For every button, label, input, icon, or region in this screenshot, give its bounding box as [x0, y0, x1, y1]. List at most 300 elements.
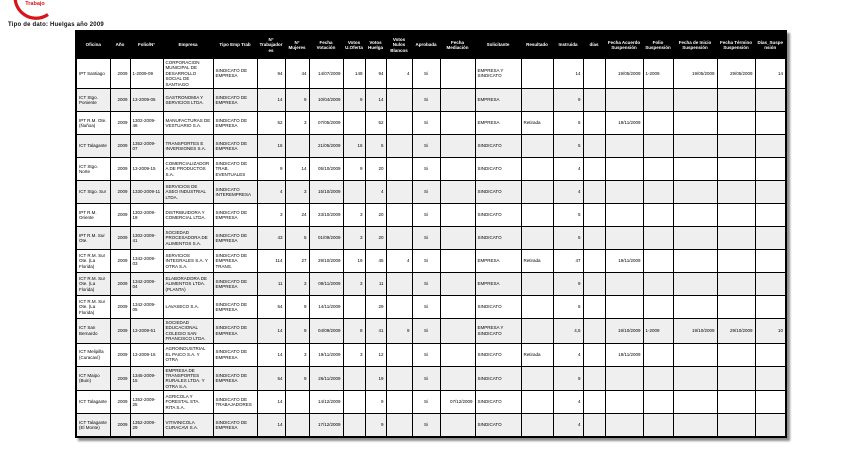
- table-cell: SINDICATO: [475, 226, 521, 249]
- table-cell: ICT Maipo (Buin): [76, 366, 110, 391]
- table-cell: 5: [553, 203, 583, 226]
- table-cell: ICT Stgo. Poniente: [76, 88, 110, 111]
- table-cell: 27: [285, 249, 309, 272]
- table-cell: [717, 180, 755, 203]
- table-cell: [755, 249, 786, 272]
- column-header: N° Mujeres: [285, 31, 309, 59]
- table-cell: [440, 414, 475, 438]
- table-cell: 52: [257, 111, 285, 134]
- table-cell: [386, 111, 412, 134]
- column-header: Días_Suspensión: [755, 31, 786, 59]
- table-cell: 1352-2009-29: [130, 414, 163, 438]
- table-cell: 16: [257, 134, 285, 157]
- table-cell: [643, 134, 673, 157]
- table-cell: ICT R.M. Sur Ote. (La Florida): [76, 295, 110, 318]
- column-header: Solicitante: [475, 31, 521, 59]
- table-cell: [386, 157, 412, 180]
- table-cell: 2009: [110, 203, 130, 226]
- table-cell: 1352-2009-25: [130, 391, 163, 414]
- column-header: Resultado: [521, 31, 553, 59]
- table-cell: 19/10/2009: [673, 318, 717, 343]
- table-cell: SERVICIOS DE ASEO INDUSTRIAL LTDA.: [163, 180, 213, 203]
- table-cell: [643, 295, 673, 318]
- table-cell: Si: [412, 157, 440, 180]
- table-cell: [343, 414, 365, 438]
- table-cell: [583, 203, 605, 226]
- table-cell: [386, 88, 412, 111]
- table-cell: 9: [365, 391, 386, 414]
- table-cell: DISTRIBUIDORA Y COMERCIAL LTDA.: [163, 203, 213, 226]
- table-cell: ICT R.M. Sur Ote. (La Florida): [76, 272, 110, 295]
- table-cell: [440, 203, 475, 226]
- table-cell: [605, 88, 643, 111]
- table-cell: [755, 414, 786, 438]
- table-cell: SINDICATO DE TRABAJADORES: [213, 391, 257, 414]
- table-cell: [755, 343, 786, 366]
- table-cell: 14: [755, 59, 786, 89]
- table-cell: 2009: [110, 111, 130, 134]
- table-cell: SINDICATO DE EMPRESA: [213, 295, 257, 318]
- table-cell: [673, 88, 717, 111]
- table-cell: 4: [257, 180, 285, 203]
- table-cell: SINDICATO DE EMPRESA: [213, 272, 257, 295]
- table-cell: 3: [285, 111, 309, 134]
- table-cell: 9: [553, 272, 583, 295]
- table-row: [76, 414, 786, 438]
- table-cell: 2009: [110, 226, 130, 249]
- table-row: [76, 249, 786, 272]
- table-cell: Si: [412, 226, 440, 249]
- table-cell: Si: [412, 343, 440, 366]
- table-cell: 1-2009-09: [130, 59, 163, 89]
- table-cell: [717, 366, 755, 391]
- table-cell: [643, 88, 673, 111]
- table-cell: 41: [365, 318, 386, 343]
- table-cell: 19/05/2009: [605, 59, 643, 89]
- column-header: Votos U.Oferta: [343, 31, 365, 59]
- table-cell: [755, 226, 786, 249]
- table-cell: 19/11/2009: [309, 343, 343, 366]
- table-row: [76, 59, 786, 89]
- table-cell: [605, 366, 643, 391]
- table-cell: IPT R.M. Oriente: [76, 203, 110, 226]
- table-cell: 2009: [110, 272, 130, 295]
- table-cell: SINDICATO DE EMPRESA: [213, 226, 257, 249]
- table-cell: 1352-2009-07: [130, 134, 163, 157]
- table-cell: 1342-2009-04: [130, 272, 163, 295]
- column-header: Folio Suspensión: [643, 31, 673, 59]
- column-header: Votos Nulos Blancos: [386, 31, 412, 59]
- table-cell: MANUFACTURAS DE VESTUARIO S.A.: [163, 111, 213, 134]
- table-cell: [583, 414, 605, 438]
- table-cell: 4: [553, 157, 583, 180]
- table-cell: [285, 391, 309, 414]
- table-cell: [717, 226, 755, 249]
- table-cell: SERVICIOS INTEGRALES S.A. Y OTRA S.A.: [163, 249, 213, 272]
- table-cell: [673, 343, 717, 366]
- table-cell: 54: [257, 366, 285, 391]
- table-cell: [386, 343, 412, 366]
- table-cell: [717, 88, 755, 111]
- table-cell: [755, 203, 786, 226]
- table-cell: 12: [365, 343, 386, 366]
- table-cell: [386, 391, 412, 414]
- table-cell: Retirada: [521, 249, 553, 272]
- table-cell: SINDICATO DE EMPRESA: [213, 134, 257, 157]
- table-cell: [521, 272, 553, 295]
- table-cell: 14: [285, 157, 309, 180]
- table-cell: 3: [343, 343, 365, 366]
- table-cell: [583, 88, 605, 111]
- table-cell: IPT R.M. Ote. (Ñuñoa): [76, 111, 110, 134]
- table-cell: ICT R.M. Sur Ote. (La Florida): [76, 249, 110, 272]
- table-cell: 13-2009-15: [130, 157, 163, 180]
- table-cell: SINDICATO DE EMPRESA: [213, 318, 257, 343]
- table-cell: 52: [365, 111, 386, 134]
- table-cell: [717, 343, 755, 366]
- table-cell: [583, 366, 605, 391]
- table-cell: [440, 366, 475, 391]
- table-cell: 2009: [110, 414, 130, 438]
- table-cell: [605, 295, 643, 318]
- table-cell: Si: [412, 249, 440, 272]
- table-cell: 09/11/2009: [309, 272, 343, 295]
- column-header: días: [583, 31, 605, 59]
- table-cell: [755, 134, 786, 157]
- table-cell: EMPRESA: [475, 272, 521, 295]
- table-cell: [440, 157, 475, 180]
- table-cell: [643, 272, 673, 295]
- table-cell: [285, 134, 309, 157]
- table-cell: [440, 272, 475, 295]
- table-cell: [343, 295, 365, 318]
- table-cell: SINDICATO DE TRAB. EVENTUALES: [213, 157, 257, 180]
- dt-logo: [10, 0, 60, 23]
- table-cell: [386, 366, 412, 391]
- table-cell: [440, 343, 475, 366]
- table-cell: [605, 180, 643, 203]
- table-cell: Si: [412, 391, 440, 414]
- table-cell: Retirada: [521, 343, 553, 366]
- table-cell: [673, 111, 717, 134]
- table-cell: 19/11/2009: [605, 343, 643, 366]
- table-cell: [673, 180, 717, 203]
- table-cell: 9: [285, 366, 309, 391]
- table-cell: [755, 88, 786, 111]
- table-cell: [440, 134, 475, 157]
- column-header: Instruida: [553, 31, 583, 59]
- table-cell: [605, 157, 643, 180]
- table-cell: [583, 157, 605, 180]
- column-header: Empresa: [163, 31, 213, 59]
- table-cell: [343, 391, 365, 414]
- table-row: [76, 88, 786, 111]
- table-row: [76, 111, 786, 134]
- table-cell: [717, 391, 755, 414]
- table-cell: SINDICATO DE EMPRESA: [213, 366, 257, 391]
- table-cell: [717, 295, 755, 318]
- table-cell: 16: [343, 134, 365, 157]
- table-cell: 20: [365, 226, 386, 249]
- table-cell: Si: [412, 318, 440, 343]
- table-cell: [673, 366, 717, 391]
- table-cell: 14: [257, 391, 285, 414]
- table-cell: 19/05/2009: [673, 59, 717, 89]
- table-cell: 1-2009: [643, 59, 673, 89]
- table-cell: 2009: [110, 180, 130, 203]
- dt-logo-icon: [10, 0, 60, 23]
- table-cell: 2009: [110, 295, 130, 318]
- table-cell: 29/10/2009: [717, 318, 755, 343]
- table-cell: [717, 157, 755, 180]
- table-cell: [583, 318, 605, 343]
- table-cell: [673, 249, 717, 272]
- table-cell: SOCIEDAD PROCESADORA DE ALIMENTOS S.A.: [163, 226, 213, 249]
- table-cell: [673, 134, 717, 157]
- table-cell: ICT Talagante (El Monte): [76, 414, 110, 438]
- table-cell: [521, 366, 553, 391]
- table-cell: 94: [365, 59, 386, 89]
- table-cell: 9: [285, 295, 309, 318]
- table-cell: SOCIEDAD EDUCACIONAL COLEGIO SAN FRANCISCO LTDA.: [163, 318, 213, 343]
- table-cell: [583, 343, 605, 366]
- table-cell: [643, 111, 673, 134]
- table-cell: 2009: [110, 249, 130, 272]
- table-cell: 07/05/2009: [309, 111, 343, 134]
- table-cell: 1-2009: [643, 318, 673, 343]
- table-cell: [755, 272, 786, 295]
- table-cell: SINDICATO DE EMPRESA: [213, 343, 257, 366]
- table-cell: 1302-2009-46: [130, 111, 163, 134]
- table-row: [76, 295, 786, 318]
- table-cell: 4: [553, 180, 583, 203]
- table-row: [76, 226, 786, 249]
- table-cell: [717, 134, 755, 157]
- table-cell: [440, 318, 475, 343]
- table-cell: 1342-2009-05: [130, 295, 163, 318]
- table-cell: [386, 226, 412, 249]
- table-cell: 2009: [110, 134, 130, 157]
- table-cell: 2009: [110, 343, 130, 366]
- table-cell: [755, 157, 786, 180]
- table-cell: 1342-2009-03: [130, 249, 163, 272]
- table-cell: EMPRESA: [475, 249, 521, 272]
- table-cell: Retirada: [521, 111, 553, 134]
- table-cell: [386, 272, 412, 295]
- table-cell: [521, 88, 553, 111]
- table-cell: [643, 157, 673, 180]
- table-row: [76, 366, 786, 391]
- table-cell: SINDICATO DE EMPRESA: [213, 111, 257, 134]
- table-cell: 3: [257, 203, 285, 226]
- table-cell: 9: [285, 88, 309, 111]
- table-cell: [521, 59, 553, 89]
- table-cell: 19: [365, 366, 386, 391]
- table-cell: 9: [553, 88, 583, 111]
- table-cell: [440, 180, 475, 203]
- table-cell: [440, 295, 475, 318]
- table-cell: SINDICATO DE EMPRESA: [213, 414, 257, 438]
- table-cell: 17/12/2009: [309, 414, 343, 438]
- column-header: Tipo Emp Trab: [213, 31, 257, 59]
- table-row: [76, 318, 786, 343]
- table-cell: 14/12/2009: [309, 391, 343, 414]
- table-cell: 3: [285, 180, 309, 203]
- table-cell: LAVASECO S.A.: [163, 295, 213, 318]
- table-cell: [386, 414, 412, 438]
- table-cell: ELABORADORA DE ALIMENTOS LTDA. (PLANTA): [163, 272, 213, 295]
- table-cell: SINDICATO: [475, 203, 521, 226]
- table-cell: 47: [553, 249, 583, 272]
- table-cell: 14: [553, 59, 583, 89]
- table-cell: [717, 111, 755, 134]
- table-cell: IPT R.M. Sur Ote.: [76, 226, 110, 249]
- table-cell: SINDICATO DE EMPRESA TRANS.: [213, 249, 257, 272]
- table-cell: SINDICATO: [475, 157, 521, 180]
- table-cell: [386, 203, 412, 226]
- table-cell: Si: [412, 414, 440, 438]
- table-cell: [605, 226, 643, 249]
- table-cell: [521, 203, 553, 226]
- report-title: Tipo de dato: Huelgas año 2009: [8, 22, 104, 28]
- table-cell: [755, 366, 786, 391]
- table-cell: ICT Stgo. Sur: [76, 180, 110, 203]
- table-cell: [673, 157, 717, 180]
- table-cell: 4: [553, 414, 583, 438]
- table-cell: SINDICATO DE EMPRESA: [213, 88, 257, 111]
- table-cell: [521, 414, 553, 438]
- table-cell: ICT Talagante: [76, 391, 110, 414]
- table-cell: [755, 391, 786, 414]
- table-cell: [521, 295, 553, 318]
- table-cell: Si: [412, 88, 440, 111]
- table-cell: [583, 180, 605, 203]
- table-cell: SINDICATO: [475, 343, 521, 366]
- table-cell: [673, 414, 717, 438]
- table-cell: [521, 318, 553, 343]
- table-cell: [643, 249, 673, 272]
- table-cell: [643, 391, 673, 414]
- table-head: [76, 31, 786, 59]
- table-cell: ICT Melipilla (Curacaví): [76, 343, 110, 366]
- table-cell: 4: [553, 391, 583, 414]
- table-cell: [605, 414, 643, 438]
- table-cell: 114: [257, 249, 285, 272]
- table-cell: [386, 134, 412, 157]
- table-cell: [605, 134, 643, 157]
- table-cell: [605, 203, 643, 226]
- table-cell: EMPRESA: [475, 111, 521, 134]
- table-cell: [583, 272, 605, 295]
- table-cell: [673, 295, 717, 318]
- table-cell: ICT Stgo. Norte: [76, 157, 110, 180]
- table-row: [76, 157, 786, 180]
- table-cell: [386, 295, 412, 318]
- table-cell: [343, 366, 365, 391]
- column-header: Fecha Acuerdo Suspensión: [605, 31, 643, 59]
- table-cell: Si: [412, 295, 440, 318]
- column-header: Fecha Término Suspensión: [717, 31, 755, 59]
- table-cell: [440, 111, 475, 134]
- table-cell: 14: [257, 88, 285, 111]
- table-cell: [673, 391, 717, 414]
- table-cell: [521, 226, 553, 249]
- table-cell: SINDICATO: [475, 180, 521, 203]
- table-cell: [643, 343, 673, 366]
- table-cell: 5: [553, 226, 583, 249]
- table-cell: [717, 414, 755, 438]
- table-cell: 5: [365, 134, 386, 157]
- table-cell: 14: [257, 343, 285, 366]
- table-cell: EMPRESA DE TRANSPORTES RURALES LTDA. Y OTRA S.A.: [163, 366, 213, 391]
- table-cell: 21/05/2009: [309, 134, 343, 157]
- table-cell: 13-2009-05: [130, 88, 163, 111]
- table-cell: IPT Santiago: [76, 59, 110, 89]
- table-cell: EMPRESA Y SINDICATO: [475, 318, 521, 343]
- column-header: Fecha de Inicio Suspensión: [673, 31, 717, 59]
- table-cell: [673, 272, 717, 295]
- data-table: [75, 30, 787, 438]
- table-cell: CORPORACION MUNICIPAL DE DESARROLLO SOCIAL DE SANTIAGO: [163, 59, 213, 89]
- table-cell: 8: [343, 318, 365, 343]
- table-cell: 20: [365, 157, 386, 180]
- column-header: Fecha Votación: [309, 31, 343, 59]
- table-cell: SINDICATO DE EMPRESA: [213, 59, 257, 89]
- table-cell: 43: [257, 226, 285, 249]
- table-cell: 1330-2009-11: [130, 180, 163, 203]
- table-cell: Si: [412, 134, 440, 157]
- table-cell: [673, 226, 717, 249]
- table-cell: 15/10/2009: [309, 180, 343, 203]
- table-cell: 2009: [110, 391, 130, 414]
- table-cell: Si: [412, 272, 440, 295]
- table-cell: SINDICATO: [475, 414, 521, 438]
- column-header: N° Trabajadores: [257, 31, 285, 59]
- table-cell: [643, 203, 673, 226]
- table-cell: 4: [386, 249, 412, 272]
- table-cell: 149: [343, 59, 365, 89]
- table-cell: 14: [257, 414, 285, 438]
- table-cell: [440, 226, 475, 249]
- table-cell: [521, 180, 553, 203]
- table-cell: [440, 59, 475, 89]
- table-row: [76, 134, 786, 157]
- table-cell: [583, 249, 605, 272]
- table-cell: 2009: [110, 318, 130, 343]
- table-cell: ICT Talagante: [76, 134, 110, 157]
- table-cell: 2009: [110, 366, 130, 391]
- table-cell: [386, 180, 412, 203]
- column-header: Año: [110, 31, 130, 59]
- table-cell: [717, 203, 755, 226]
- table-cell: AGROINDUSTRIAL EL PAICO S.A. Y OTRA: [163, 343, 213, 366]
- table-cell: [343, 111, 365, 134]
- table-cell: [521, 157, 553, 180]
- table-cell: 3: [285, 343, 309, 366]
- table-cell: SINDICATO: [475, 366, 521, 391]
- table-cell: 19/11/2009: [605, 249, 643, 272]
- table-cell: 19/10/2009: [605, 318, 643, 343]
- column-header: Oficina: [76, 31, 110, 59]
- table-cell: 3: [285, 272, 309, 295]
- table-cell: 9: [257, 157, 285, 180]
- table-cell: TRANSPORTES E INVERSIONES S.A.: [163, 134, 213, 157]
- table-cell: [643, 226, 673, 249]
- table-cell: 29: [365, 295, 386, 318]
- table-header-row: [76, 31, 786, 59]
- table-cell: [583, 59, 605, 89]
- table-cell: 9: [386, 318, 412, 343]
